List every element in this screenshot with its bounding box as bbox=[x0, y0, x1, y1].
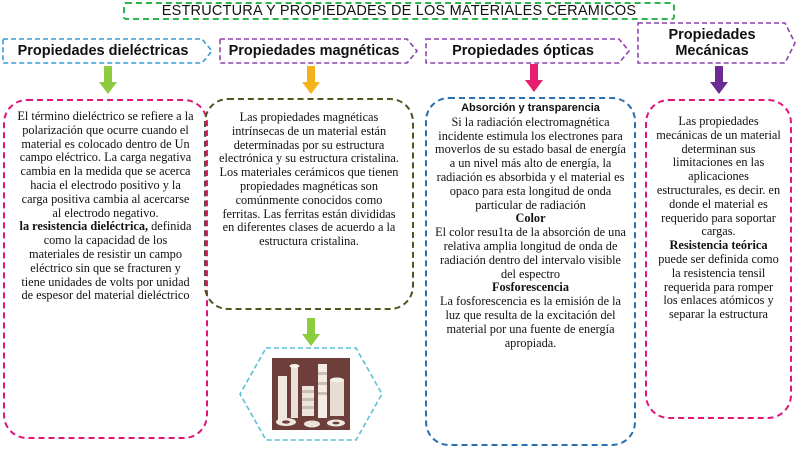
mechanical-term: Resistencia teórica bbox=[669, 238, 768, 253]
dielectric-definition: definida como la capacidad de los materiales de resistir un campo eléctrico sin que se fracturen y tiene unidades de volts por unidad de espesor del material dieléctrico bbox=[21, 219, 192, 303]
arrow-down-green-icon-2 bbox=[302, 318, 320, 346]
header-mechanical-label bbox=[637, 22, 797, 64]
mechanical-paragraph-1: Las propiedades mecánicas de un material determinan sus limitaciones en las aplicaciones estructurales, es decir. en donde el material es requerido para soportar cargas. bbox=[656, 114, 781, 239]
arrow-down-pink-icon bbox=[525, 64, 543, 92]
header-dielectric-label: Propiedades dieléctricas bbox=[17, 43, 189, 59]
dielectric-paragraph-2 bbox=[17, 220, 194, 303]
optical-heading-phosphorescence bbox=[435, 281, 626, 295]
optical-paragraph-1: Si la radiación electromagnética incidente estimula los electrones para moverlos de su estado basal de energía a un nivel más alto de energía, la radiación es absorbida y el material es opaco para esta longitud de onda particular de radiación bbox=[435, 114, 626, 212]
magnetic-paragraph-2: Los materiales cerámicos que tienen propiedades magnéticas son comúnmente conocidos como ferritas. Las ferritas están divididas en diferentes clases de acuerdo a la estructura cristalina. bbox=[219, 165, 399, 249]
optical-heading-color bbox=[435, 212, 626, 226]
optical-heading-absorption-text: Absorción y transparencia bbox=[461, 102, 600, 114]
card-magnetic bbox=[204, 98, 414, 310]
mechanical-paragraph-2 bbox=[656, 239, 781, 322]
page-title bbox=[123, 2, 675, 20]
card-mechanical bbox=[645, 99, 792, 419]
page-title-text: ESTRUCTURA Y PROPIEDADES DE LOS MATERIALES CERAMICOS bbox=[161, 3, 637, 19]
header-dielectric bbox=[2, 38, 214, 64]
arrow-down-purple-icon bbox=[710, 66, 728, 94]
optical-heading-absorption bbox=[435, 101, 626, 116]
optical-heading-color-text: Color bbox=[515, 211, 546, 226]
arrow-down-yellow-icon bbox=[302, 66, 320, 94]
header-mechanical bbox=[637, 22, 797, 64]
header-mechanical-line2: Mecánicas bbox=[675, 43, 749, 59]
header-optical bbox=[425, 38, 631, 64]
optical-heading-phosphorescence-text: Fosforescencia bbox=[492, 280, 569, 295]
card-optical bbox=[425, 97, 636, 446]
header-magnetic bbox=[219, 38, 419, 64]
header-optical-label: Propiedades ópticas bbox=[452, 43, 594, 59]
ceramic-parts-image bbox=[238, 346, 384, 442]
mechanical-definition: puede ser definida como la resistencia tensil requerida para romper los enlaces atómicos y separar la estructura bbox=[658, 251, 779, 322]
header-mechanical-line1: Propiedades bbox=[668, 27, 756, 43]
dielectric-paragraph-1: El término dieléctrico se refiere a la polarización que ocurre cuando el material es colocado dentro de Un campo eléctrico. La carga negativa cambia en la medida que se acerca hacia el electrodo positivo y la carga positiva cambia al acercarse al electrodo negativo. bbox=[17, 109, 194, 220]
optical-paragraph-3: La fosforescencia es la emisión de la luz que resulta de la excitación del material por una fuente de energía apropiada. bbox=[440, 294, 621, 350]
card-dielectric bbox=[3, 99, 208, 439]
optical-paragraph-2: El color resu1ta de la absorción de una relativa amplia longitud de onda de radiación dentro del intervalo visible del espectro bbox=[435, 225, 626, 281]
dielectric-term: la resistencia dieléctrica, bbox=[19, 219, 149, 234]
magnetic-paragraph-1: Las propiedades magnéticas intrínsecas de un material están determinadas por su estructura electrónica y su estructura cristalina. bbox=[219, 110, 399, 166]
header-magnetic-label: Propiedades magnéticas bbox=[228, 43, 400, 59]
arrow-down-green-icon bbox=[99, 66, 117, 94]
